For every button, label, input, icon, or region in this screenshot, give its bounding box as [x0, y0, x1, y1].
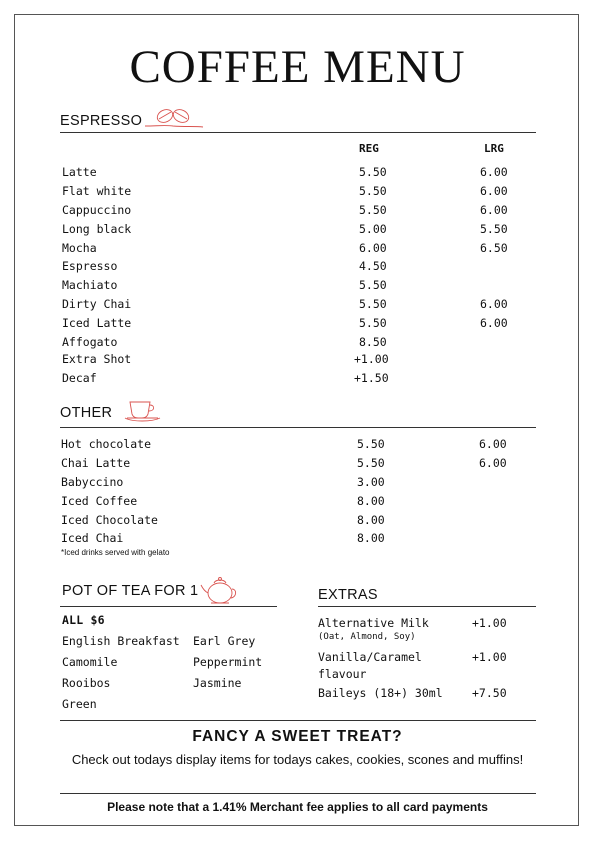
menu-item-name: Iced Coffee: [61, 494, 138, 508]
tea-item: Earl Grey: [193, 634, 256, 648]
teapot-icon: [199, 575, 243, 607]
menu-item-name: Machiato: [62, 278, 118, 292]
menu-item-price-reg: 8.00: [357, 531, 385, 545]
menu-item-price-reg: 5.50: [357, 456, 385, 470]
menu-item-name: Iced Latte: [62, 316, 132, 330]
tea-item: Jasmine: [193, 676, 242, 690]
sweet-divider-bottom: [60, 793, 536, 794]
extra-item-name: Alternative Milk: [318, 616, 429, 630]
tea-divider: [60, 606, 277, 607]
menu-item-price-lrg: 6.00: [480, 203, 508, 217]
menu-item-price-lrg: 6.00: [480, 165, 508, 179]
menu-item-price-reg: 5.50: [359, 278, 387, 292]
menu-item-name: Cappuccino: [62, 203, 132, 217]
menu-item-name: Hot chocolate: [61, 437, 152, 451]
menu-item-price-reg: 5.50: [359, 316, 387, 330]
menu-item-name: Iced Chai: [61, 531, 124, 545]
menu-item-price-lrg: 6.00: [480, 297, 508, 311]
menu-item-price-reg: 4.50: [359, 259, 387, 273]
other-heading: OTHER: [60, 405, 113, 421]
extra-item-price: +7.50: [472, 686, 507, 700]
gelato-note: *Iced drinks served with gelato: [61, 548, 170, 557]
menu-item-price-lrg: 6.00: [479, 437, 507, 451]
extra-item-name: Vanilla/Caramel: [318, 650, 422, 664]
extra-item-name: Baileys (18+) 30ml: [318, 686, 443, 700]
menu-item-name: Mocha: [62, 241, 97, 255]
menu-item-price-reg: 5.50: [359, 297, 387, 311]
sweet-text: Check out todays display items for todays cakes, cookies, scones and muffins!: [71, 752, 524, 767]
menu-item-name: Iced Chocolate: [61, 513, 158, 527]
column-header-reg: REG: [359, 142, 379, 155]
espresso-divider: [60, 132, 536, 133]
extras-divider: [318, 606, 536, 607]
tea-item: Rooibos: [62, 676, 111, 690]
menu-item-price-reg: 8.00: [357, 513, 385, 527]
tea-item: Green: [62, 697, 97, 711]
extra-item-sub: flavour: [318, 667, 367, 681]
sweet-divider-top: [60, 720, 536, 721]
menu-item-price-lrg: 6.50: [480, 241, 508, 255]
tea-item: Camomile: [62, 655, 118, 669]
menu-item-price-reg: 8.00: [357, 494, 385, 508]
menu-item-price-lrg: 6.00: [480, 316, 508, 330]
menu-item-price-reg: 8.50: [359, 335, 387, 349]
column-header-lrg: LRG: [484, 142, 504, 155]
menu-item-name: Long black: [62, 222, 132, 236]
extras-heading: EXTRAS: [318, 587, 378, 603]
other-divider: [60, 427, 536, 428]
menu-item-price-reg: 5.00: [359, 222, 387, 236]
menu-item-name: Latte: [62, 165, 97, 179]
menu-item-price-reg: 6.00: [359, 241, 387, 255]
menu-item-name: Decaf: [62, 371, 97, 385]
menu-item-price-reg: 5.50: [359, 184, 387, 198]
menu-item-name: Flat white: [62, 184, 132, 198]
espresso-heading: ESPRESSO: [60, 113, 143, 129]
menu-item-price-reg: +1.50: [354, 371, 389, 385]
menu-item-name: Affogato: [62, 335, 118, 349]
page-title: COFFEE MENU: [129, 41, 466, 93]
tea-item: Peppermint: [193, 655, 263, 669]
menu-item-name: Extra Shot: [62, 352, 132, 366]
menu-item-price-lrg: 5.50: [480, 222, 508, 236]
coffee-cup-icon: [122, 396, 166, 424]
menu-item-name: Dirty Chai: [62, 297, 132, 311]
merchant-fee-note: Please note that a 1.41% Merchant fee applies to all card payments: [107, 800, 488, 814]
extra-item-price: +1.00: [472, 616, 507, 630]
extra-item-sub: (Oat, Almond, Soy): [318, 632, 416, 642]
tea-heading: POT OF TEA FOR 1: [62, 583, 199, 599]
menu-item-name: Espresso: [62, 259, 118, 273]
menu-item-price-lrg: 6.00: [480, 184, 508, 198]
menu-item-name: Chai Latte: [61, 456, 131, 470]
menu-item-price-reg: 5.50: [359, 203, 387, 217]
menu-item-price-reg: 3.00: [357, 475, 385, 489]
sweet-heading: FANCY A SWEET TREAT?: [192, 728, 403, 745]
menu-item-price-reg: 5.50: [359, 165, 387, 179]
coffee-beans-icon: [143, 104, 205, 132]
menu-item-price-lrg: 6.00: [479, 456, 507, 470]
extra-item-price: +1.00: [472, 650, 507, 664]
menu-item-price-reg: +1.00: [354, 352, 389, 366]
menu-item-name: Babyccino: [61, 475, 124, 489]
tea-item: English Breakfast: [62, 634, 180, 648]
tea-price: ALL $6: [62, 613, 105, 627]
menu-item-price-reg: 5.50: [357, 437, 385, 451]
